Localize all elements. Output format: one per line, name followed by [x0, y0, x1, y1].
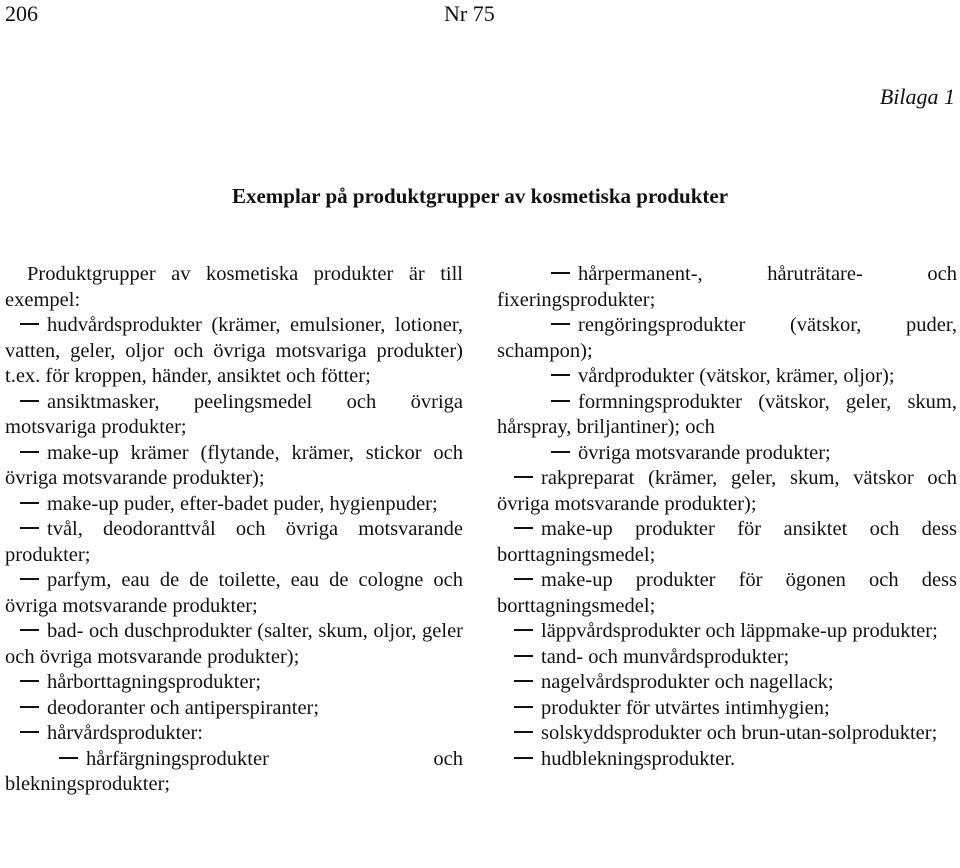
sub-list-item	[497, 390, 957, 441]
sub-list-item	[497, 364, 957, 390]
list-item	[5, 441, 463, 492]
dash-bullet-icon	[59, 757, 78, 759]
list-item-text: make-up puder, efter-badet puder, hygienpuder;	[47, 492, 438, 515]
list-item-text: hårborttagningsprodukter;	[47, 671, 262, 693]
list-item	[5, 517, 463, 568]
list-item-text: hudvårdsprodukter (krämer, emulsioner, lotioner, vatten, geler, oljor och övriga motsvariga produkter) t.ex. för kroppen, händer, ansiktet och fötter;	[5, 314, 463, 387]
list-item	[5, 313, 463, 390]
sub-list-item-text: vårdprodukter (vätskor, krämer, oljor);	[578, 365, 895, 387]
dash-bullet-icon	[514, 706, 533, 708]
list-item	[5, 670, 463, 696]
dash-bullet-icon	[514, 731, 533, 733]
list-item	[5, 619, 463, 670]
sub-list-item	[497, 262, 957, 313]
dash-bullet-icon	[20, 731, 39, 733]
list-item	[497, 645, 957, 671]
dash-bullet-icon	[20, 680, 39, 682]
list-item-text: make-up produkter för ansiktet och dess borttagningsmedel;	[497, 518, 957, 566]
left-column	[5, 262, 463, 798]
list-item-text: rakpreparat (krämer, geler, skum, vätskor och övriga motsvarande produkter);	[497, 467, 957, 515]
page-number: 206	[5, 1, 38, 26]
list-item-text: parfym, eau de de toilette, eau de cologne och övriga motsvarande produkter;	[5, 569, 463, 617]
list-item-text: deodoranter och antiperspiranter;	[47, 696, 320, 719]
sub-list-item-text: rengöringsprodukter (vätskor, puder, schampon);	[497, 314, 957, 362]
list-item-text: produkter för utvärtes intimhygien;	[541, 696, 830, 719]
sub-list-item-text: formningsprodukter (vätskor, geler, skum, hårspray, briljantiner); och	[497, 390, 957, 438]
dash-bullet-icon	[20, 502, 39, 504]
sub-list-item-text: hårpermanent-, håruträtare- och fixeringsprodukter;	[497, 263, 957, 311]
list-item	[497, 747, 957, 773]
dash-bullet-icon	[514, 757, 533, 759]
list-item	[5, 696, 463, 722]
list-item	[497, 568, 957, 619]
dash-bullet-icon	[551, 451, 570, 453]
list-item-text: tand- och munvårdsprodukter;	[541, 645, 790, 668]
issue-number: Nr 75	[444, 1, 495, 26]
list-item-text: tvål, deodoranttvål och övriga motsvarande produkter;	[5, 518, 463, 566]
list-item	[497, 619, 957, 645]
sub-list-item-text: hårfärgningsprodukter och blekningsprodukter;	[5, 747, 463, 795]
list-item	[497, 721, 957, 747]
dash-bullet-icon	[20, 706, 39, 708]
dash-bullet-icon	[551, 323, 570, 325]
list-item-text: ansiktmasker, peelingsmedel och övriga motsvariga produkter;	[5, 390, 463, 438]
sub-list-item	[5, 747, 463, 798]
dash-bullet-icon	[514, 629, 533, 631]
list-item-text: bad- och duschprodukter (salter, skum, oljor, geler och övriga motsvarande produkter);	[5, 620, 463, 668]
intro-paragraph: Produktgrupper av kosmetiska produkter är till exempel:	[5, 263, 463, 311]
document-title: Exemplar på produktgrupper av kosmetiska produkter	[231, 184, 729, 208]
right-column	[497, 262, 957, 772]
list-item	[497, 466, 957, 517]
list-item-text: solskyddsprodukter och brun-utan-solprodukter;	[541, 722, 938, 744]
dash-bullet-icon	[551, 374, 570, 376]
appendix-label: Bilaga 1	[879, 84, 955, 109]
dash-bullet-icon	[551, 272, 570, 274]
list-item	[5, 492, 463, 518]
dash-bullet-icon	[20, 323, 39, 325]
list-item-text: make-up krämer (flytande, krämer, stickor och övriga motsvarande produkter);	[5, 441, 463, 489]
dash-bullet-icon	[20, 400, 39, 402]
sub-list-item-text: övriga motsvarande produkter;	[578, 441, 831, 464]
dash-bullet-icon	[20, 451, 39, 453]
list-item-text: nagelvårdsprodukter och nagellack;	[541, 671, 834, 693]
sub-list-item	[497, 441, 957, 467]
list-item	[5, 721, 463, 747]
dash-bullet-icon	[514, 476, 533, 478]
dash-bullet-icon	[20, 578, 39, 580]
dash-bullet-icon	[514, 527, 533, 529]
sub-list-item	[497, 313, 957, 364]
list-item	[497, 670, 957, 696]
list-item	[497, 696, 957, 722]
dash-bullet-icon	[551, 400, 570, 402]
list-item-text: hudblekningsprodukter.	[541, 747, 736, 770]
dash-bullet-icon	[20, 629, 39, 631]
list-item-text: läppvårdsprodukter och läppmake-up produkter;	[541, 620, 938, 642]
dash-bullet-icon	[20, 527, 39, 529]
list-item	[497, 517, 957, 568]
list-item	[5, 390, 463, 441]
dash-bullet-icon	[514, 655, 533, 657]
list-item-text: hårvårdsprodukter:	[47, 722, 203, 744]
list-item-text: make-up produkter för ögonen och dess borttagningsmedel;	[497, 569, 957, 617]
dash-bullet-icon	[514, 578, 533, 580]
dash-bullet-icon	[514, 680, 533, 682]
list-item	[5, 568, 463, 619]
